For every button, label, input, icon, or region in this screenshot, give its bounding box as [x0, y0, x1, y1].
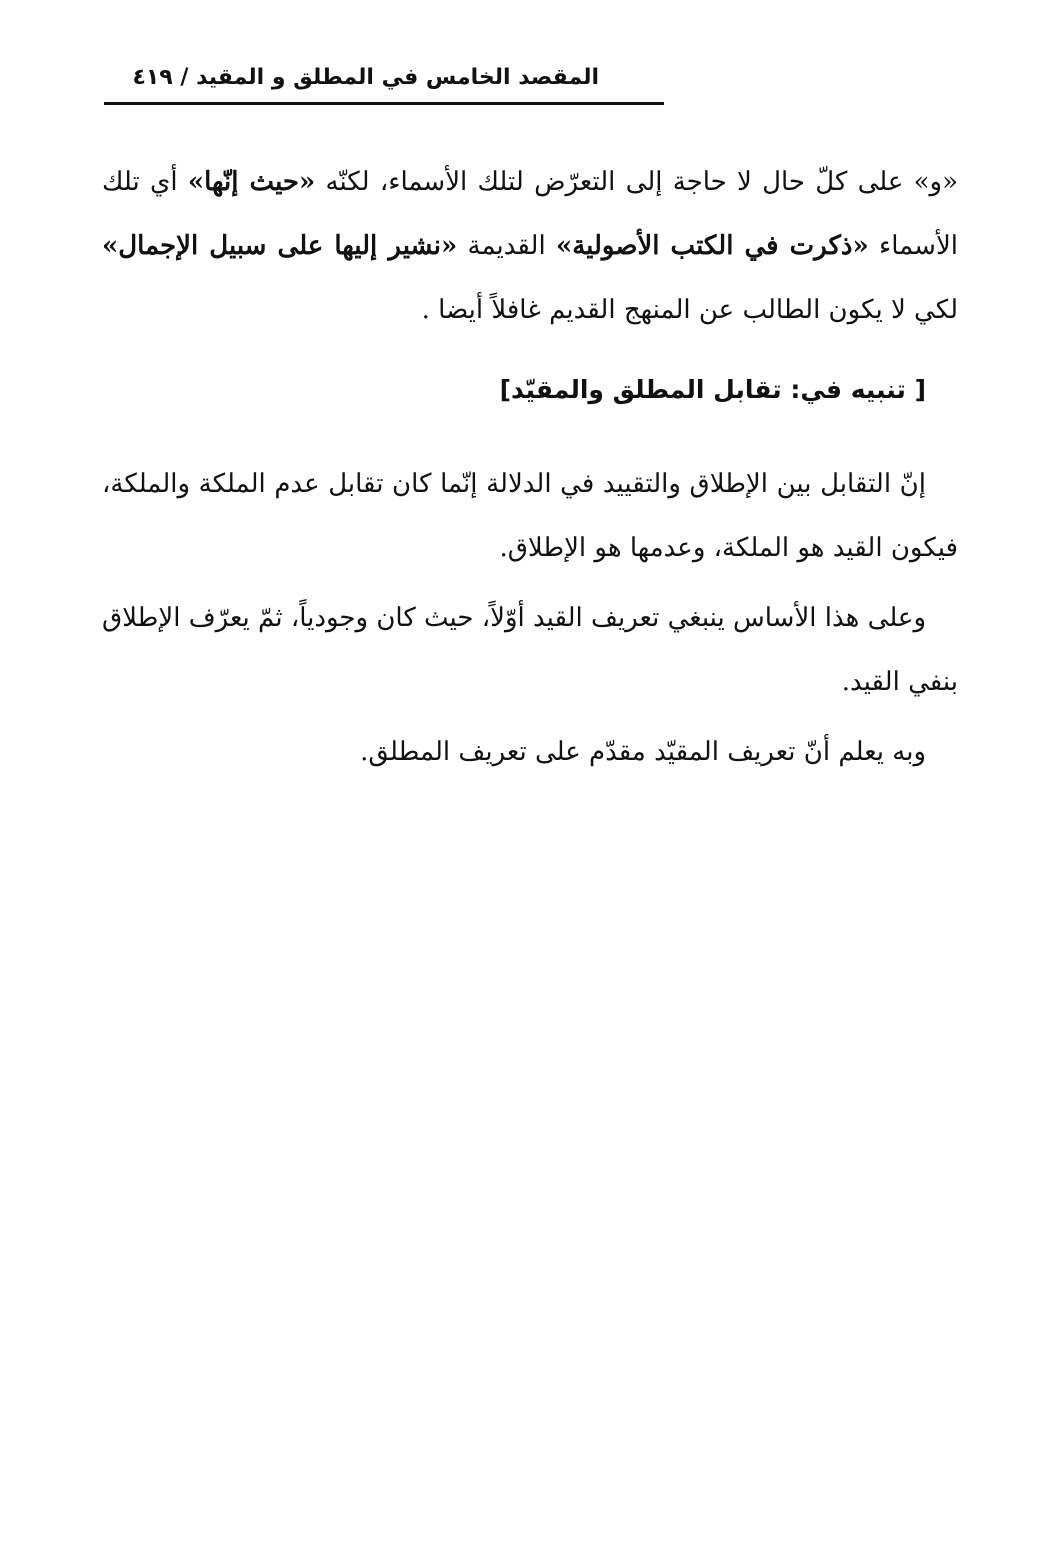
intro-text-1: «و» على كلّ حال لا حاجة إلى التعرّض لتلك الأسماء، لكنّه	[315, 167, 959, 197]
running-header: المقصد الخامس في المطلق و المقيد / ٤١٩	[132, 65, 599, 90]
paragraph-opposition: إنّ التقابل بين الإطلاق والتقييد في الدلالة إنّما كان تقابل عدم الملكة والملكة، فيكون القيد هو الملكة، وعدمها هو الإطلاق.	[102, 469, 958, 563]
intro-text-2: أي تلك الأسماء	[102, 167, 959, 261]
quoted-phrase-3: «نشير إليها على سبيل الإجمال»	[102, 231, 458, 261]
quoted-phrase-2: «ذكرت في الكتب الأصولية»	[555, 231, 869, 261]
quoted-phrase-1: «حيث إنّها»	[187, 167, 316, 197]
paragraph-conclusion: وبه يعلم أنّ تعريف المقيّد مقدّم على تعريف المطلق.	[360, 737, 926, 767]
intro-text-3: القديمة	[457, 231, 556, 261]
intro-text-4: لكي لا يكون الطالب عن المنهج القديم غافلاً أيضا .	[421, 295, 958, 325]
paragraph-definition: وعلى هذا الأساس ينبغي تعريف القيد أوّلاً، حيث كان وجودياً، ثمّ يعرّف الإطلاق بنفي القيد.	[102, 603, 958, 697]
section-heading: [ تنبيه في: تقابل المطلق والمقيّد]	[499, 375, 926, 404]
page-body	[102, 150, 958, 784]
paragraph-intro	[102, 150, 958, 342]
header-rule	[104, 102, 664, 105]
